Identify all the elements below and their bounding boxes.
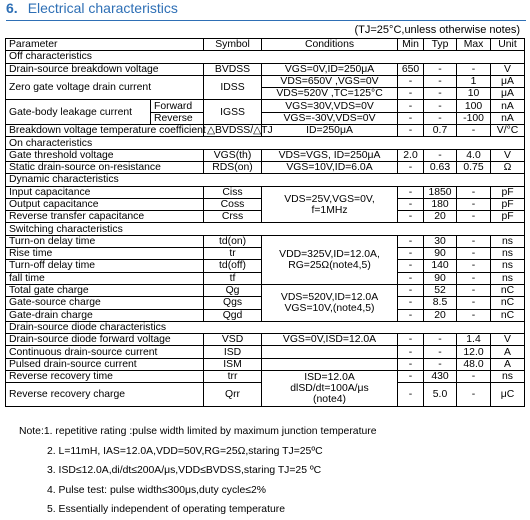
section-row <box>6 51 525 63</box>
typ-cell: - <box>424 346 457 358</box>
condition-line: VDS=25V,VGS=0V, <box>284 193 375 205</box>
parameter-cell: Reverse transfer capacitance <box>6 211 204 223</box>
typ-cell: 20 <box>424 309 457 321</box>
min-cell: - <box>398 383 424 407</box>
unit-cell: nC <box>491 297 525 309</box>
typ-cell: - <box>424 63 457 75</box>
section-heading <box>6 0 526 21</box>
unit-cell: pF <box>491 211 525 223</box>
table-row <box>6 161 525 173</box>
symbol-cell: td(on) <box>204 235 262 247</box>
symbol-cell: Qg <box>204 284 262 296</box>
typ-cell: 180 <box>424 198 457 210</box>
table-row <box>6 63 525 75</box>
unit-cell: ns <box>491 272 525 284</box>
conditions-cell: VGS=30V,VDS=0V <box>262 100 398 112</box>
symbol-cell: VSD <box>204 334 262 346</box>
section-number: 6. <box>6 0 18 16</box>
conditions-cell: VGS=0V,ID=250μA <box>262 63 398 75</box>
min-cell: 650 <box>398 63 424 75</box>
table-row <box>6 235 525 247</box>
header-symbol: Symbol <box>204 39 262 51</box>
electrical-characteristics-table <box>5 38 525 407</box>
note-4: 4. Pulse test: pulse width≤300μs,duty cycle≤2% <box>47 484 266 496</box>
parameter-cell: Input capacitance <box>6 186 204 198</box>
parameter-cell: Turn-on delay time <box>6 235 204 247</box>
unit-cell: pF <box>491 198 525 210</box>
min-cell: - <box>398 272 424 284</box>
test-condition-note: (TJ=25°C,unless otherwise notes) <box>354 24 520 36</box>
conditions-cell: VDS=520V ,TC=125°C <box>262 88 398 100</box>
parameter-cell: Drain-source diode forward voltage <box>6 334 204 346</box>
typ-cell: 90 <box>424 248 457 260</box>
section-row <box>6 321 525 333</box>
max-cell: - <box>457 211 491 223</box>
parameter-cell: Pulsed drain-source current <box>6 358 204 370</box>
symbol-cell: △BVDSS/△TJ <box>204 125 262 137</box>
conditions-cell <box>262 358 398 370</box>
conditions-cell <box>262 235 398 284</box>
unit-cell: ns <box>491 260 525 272</box>
typ-cell: - <box>424 88 457 100</box>
typ-cell: 52 <box>424 284 457 296</box>
max-cell: 1 <box>457 75 491 87</box>
typ-cell: - <box>424 358 457 370</box>
section-row <box>6 137 525 149</box>
unit-cell: pF <box>491 186 525 198</box>
min-cell: - <box>398 235 424 247</box>
max-cell: - <box>457 235 491 247</box>
conditions-cell <box>262 346 398 358</box>
min-cell: - <box>398 125 424 137</box>
symbol-cell: ISD <box>204 346 262 358</box>
parameter-cell: Gate-drain charge <box>6 309 204 321</box>
unit-cell: ns <box>491 235 525 247</box>
typ-cell: 1850 <box>424 186 457 198</box>
conditions-cell: VDS=VGS, ID=250μA <box>262 149 398 161</box>
min-cell: - <box>398 284 424 296</box>
max-cell: 48.0 <box>457 358 491 370</box>
max-cell: - <box>457 297 491 309</box>
min-cell: - <box>398 88 424 100</box>
symbol-cell: BVDSS <box>204 63 262 75</box>
section-label: Switching characteristics <box>6 223 525 235</box>
max-cell: - <box>457 272 491 284</box>
max-cell: - <box>457 260 491 272</box>
typ-cell: - <box>424 112 457 124</box>
parameter-cell: Drain-source breakdown voltage <box>6 63 204 75</box>
parameter-cell: Breakdown voltage temperature coefficient <box>6 125 204 137</box>
note-5: 5. Essentially independent of operating temperature <box>47 504 285 515</box>
header-conditions: Conditions <box>262 39 398 51</box>
parameter-cell: Rise time <box>6 248 204 260</box>
parameter-cell: Reverse recovery charge <box>6 383 204 407</box>
parameter-cell: Continuous drain-source current <box>6 346 204 358</box>
min-cell: - <box>398 211 424 223</box>
min-cell: - <box>398 334 424 346</box>
condition-line: VDS=520V,ID=12.0A <box>280 291 379 303</box>
min-cell: - <box>398 371 424 383</box>
sub-parameter-cell: Reverse <box>151 112 204 124</box>
max-cell: 0.75 <box>457 161 491 173</box>
parameter-cell: Gate-source charge <box>6 297 204 309</box>
unit-cell: V <box>491 63 525 75</box>
unit-cell: μA <box>491 75 525 87</box>
max-cell: - <box>457 383 491 407</box>
symbol-cell: tr <box>204 248 262 260</box>
section-label: Dynamic characteristics <box>6 174 525 186</box>
unit-cell: V <box>491 334 525 346</box>
min-cell: - <box>398 297 424 309</box>
min-cell: - <box>398 248 424 260</box>
note-2: 2. L=11mH, IAS=12.0A,VDD=50V,RG=25Ω,staring TJ=25ºC <box>47 445 323 457</box>
unit-cell: ns <box>491 371 525 383</box>
unit-cell: nA <box>491 100 525 112</box>
typ-cell: - <box>424 100 457 112</box>
min-cell: - <box>398 358 424 370</box>
min-cell: - <box>398 260 424 272</box>
header-max: Max <box>457 39 491 51</box>
typ-cell: 8.5 <box>424 297 457 309</box>
symbol-cell: tf <box>204 272 262 284</box>
min-cell: - <box>398 161 424 173</box>
max-cell: 1.4 <box>457 334 491 346</box>
min-cell: - <box>398 309 424 321</box>
symbol-cell: trr <box>204 371 262 383</box>
note-1: Note:1. repetitive rating :pulse width limited by maximum junction temperature <box>19 426 377 437</box>
min-cell: - <box>398 346 424 358</box>
condition-line: ISD=12.0A <box>304 372 355 384</box>
conditions-cell <box>262 186 398 223</box>
conditions-cell: VGS=10V,ID=6.0A <box>262 161 398 173</box>
typ-cell: - <box>424 334 457 346</box>
max-cell: - <box>457 309 491 321</box>
parameter-cell: Output capacitance <box>6 198 204 210</box>
typ-cell: 0.7 <box>424 125 457 137</box>
max-cell: - <box>457 248 491 260</box>
unit-cell: nC <box>491 284 525 296</box>
max-cell: -100 <box>457 112 491 124</box>
table-row <box>6 75 525 87</box>
symbol-cell: ISM <box>204 358 262 370</box>
unit-cell: μC <box>491 383 525 407</box>
typ-cell: 30 <box>424 235 457 247</box>
symbol-cell: IDSS <box>204 75 262 100</box>
notes-block <box>19 422 376 520</box>
header-min: Min <box>398 39 424 51</box>
parameter-cell: Gate-body leakage current <box>6 100 151 125</box>
table-row <box>6 334 525 346</box>
unit-cell: Ω <box>491 161 525 173</box>
max-cell: 100 <box>457 100 491 112</box>
symbol-cell: Qgd <box>204 309 262 321</box>
sub-parameter-cell: Forward <box>151 100 204 112</box>
unit-cell: nC <box>491 309 525 321</box>
typ-cell: 0.63 <box>424 161 457 173</box>
max-cell: - <box>457 63 491 75</box>
unit-cell: nA <box>491 112 525 124</box>
max-cell: - <box>457 125 491 137</box>
table-row <box>6 358 525 370</box>
min-cell: - <box>398 198 424 210</box>
unit-cell: ns <box>491 248 525 260</box>
max-cell: 4.0 <box>457 149 491 161</box>
symbol-cell: td(off) <box>204 260 262 272</box>
max-cell: - <box>457 186 491 198</box>
conditions-cell: VGS=0V,ISD=12.0A <box>262 334 398 346</box>
header-parameter: Parameter <box>6 39 204 51</box>
symbol-cell: Qgs <box>204 297 262 309</box>
table-row <box>6 284 525 296</box>
table-row <box>6 149 525 161</box>
symbol-cell: Coss <box>204 198 262 210</box>
section-row <box>6 174 525 186</box>
conditions-cell <box>262 284 398 321</box>
table-row <box>6 100 525 112</box>
condition-line: dlSD/dt=100A/μs <box>290 383 369 395</box>
condition-line: VDD=325V,ID=12.0A, <box>279 248 380 260</box>
condition-line: (note4) <box>313 394 346 406</box>
max-cell: - <box>457 284 491 296</box>
table-row <box>6 125 525 137</box>
header-typ: Typ <box>424 39 457 51</box>
conditions-cell: VGS=-30V,VDS=0V <box>262 112 398 124</box>
unit-cell: μA <box>491 88 525 100</box>
min-cell: 2.0 <box>398 149 424 161</box>
typ-cell: - <box>424 75 457 87</box>
unit-cell: V <box>491 149 525 161</box>
parameter-cell: Gate threshold voltage <box>6 149 204 161</box>
condition-line: VGS=10V,(note4,5) <box>284 302 375 314</box>
section-label: Off characteristics <box>6 51 525 63</box>
min-cell: - <box>398 75 424 87</box>
conditions-cell: ID=250μA <box>262 125 398 137</box>
section-row <box>6 223 525 235</box>
symbol-cell: Crss <box>204 211 262 223</box>
unit-cell: A <box>491 346 525 358</box>
typ-cell: 5.0 <box>424 383 457 407</box>
symbol-cell: IGSS <box>204 100 262 125</box>
parameter-cell: Reverse recovery time <box>6 371 204 383</box>
min-cell: - <box>398 112 424 124</box>
conditions-cell: VDS=650V ,VGS=0V <box>262 75 398 87</box>
note-3: 3. ISD≤12.0A,di/dt≤200A/μs,VDD≤BVDSS,staring TJ=25 ºC <box>47 465 322 476</box>
typ-cell: 20 <box>424 211 457 223</box>
symbol-cell: VGS(th) <box>204 149 262 161</box>
max-cell: 12.0 <box>457 346 491 358</box>
parameter-cell: Total gate charge <box>6 284 204 296</box>
parameter-cell: fall time <box>6 272 204 284</box>
table-row <box>6 346 525 358</box>
parameter-cell: Turn-off delay time <box>6 260 204 272</box>
section-label: On characteristics <box>6 137 525 149</box>
conditions-cell <box>262 371 398 407</box>
typ-cell: 430 <box>424 371 457 383</box>
symbol-cell: Qrr <box>204 383 262 407</box>
max-cell: - <box>457 371 491 383</box>
max-cell: 10 <box>457 88 491 100</box>
symbol-cell: RDS(on) <box>204 161 262 173</box>
parameter-cell: Zero gate voltage drain current <box>6 75 204 100</box>
min-cell: - <box>398 100 424 112</box>
typ-cell: - <box>424 149 457 161</box>
condition-line: f=1MHz <box>311 204 348 216</box>
unit-cell: A <box>491 358 525 370</box>
section-label: Drain-source diode characteristics <box>6 321 525 333</box>
table-row <box>6 371 525 383</box>
parameter-cell: Static drain-source on-resistance <box>6 161 204 173</box>
typ-cell: 90 <box>424 272 457 284</box>
symbol-cell: Ciss <box>204 186 262 198</box>
section-title: Electrical characteristics <box>27 0 178 16</box>
min-cell: - <box>398 186 424 198</box>
table-header-row <box>6 39 525 51</box>
max-cell: - <box>457 198 491 210</box>
condition-line: RG=25Ω(note4,5) <box>288 259 371 271</box>
header-unit: Unit <box>491 39 525 51</box>
unit-cell: V/°C <box>491 125 525 137</box>
typ-cell: 140 <box>424 260 457 272</box>
table-row <box>6 186 525 198</box>
